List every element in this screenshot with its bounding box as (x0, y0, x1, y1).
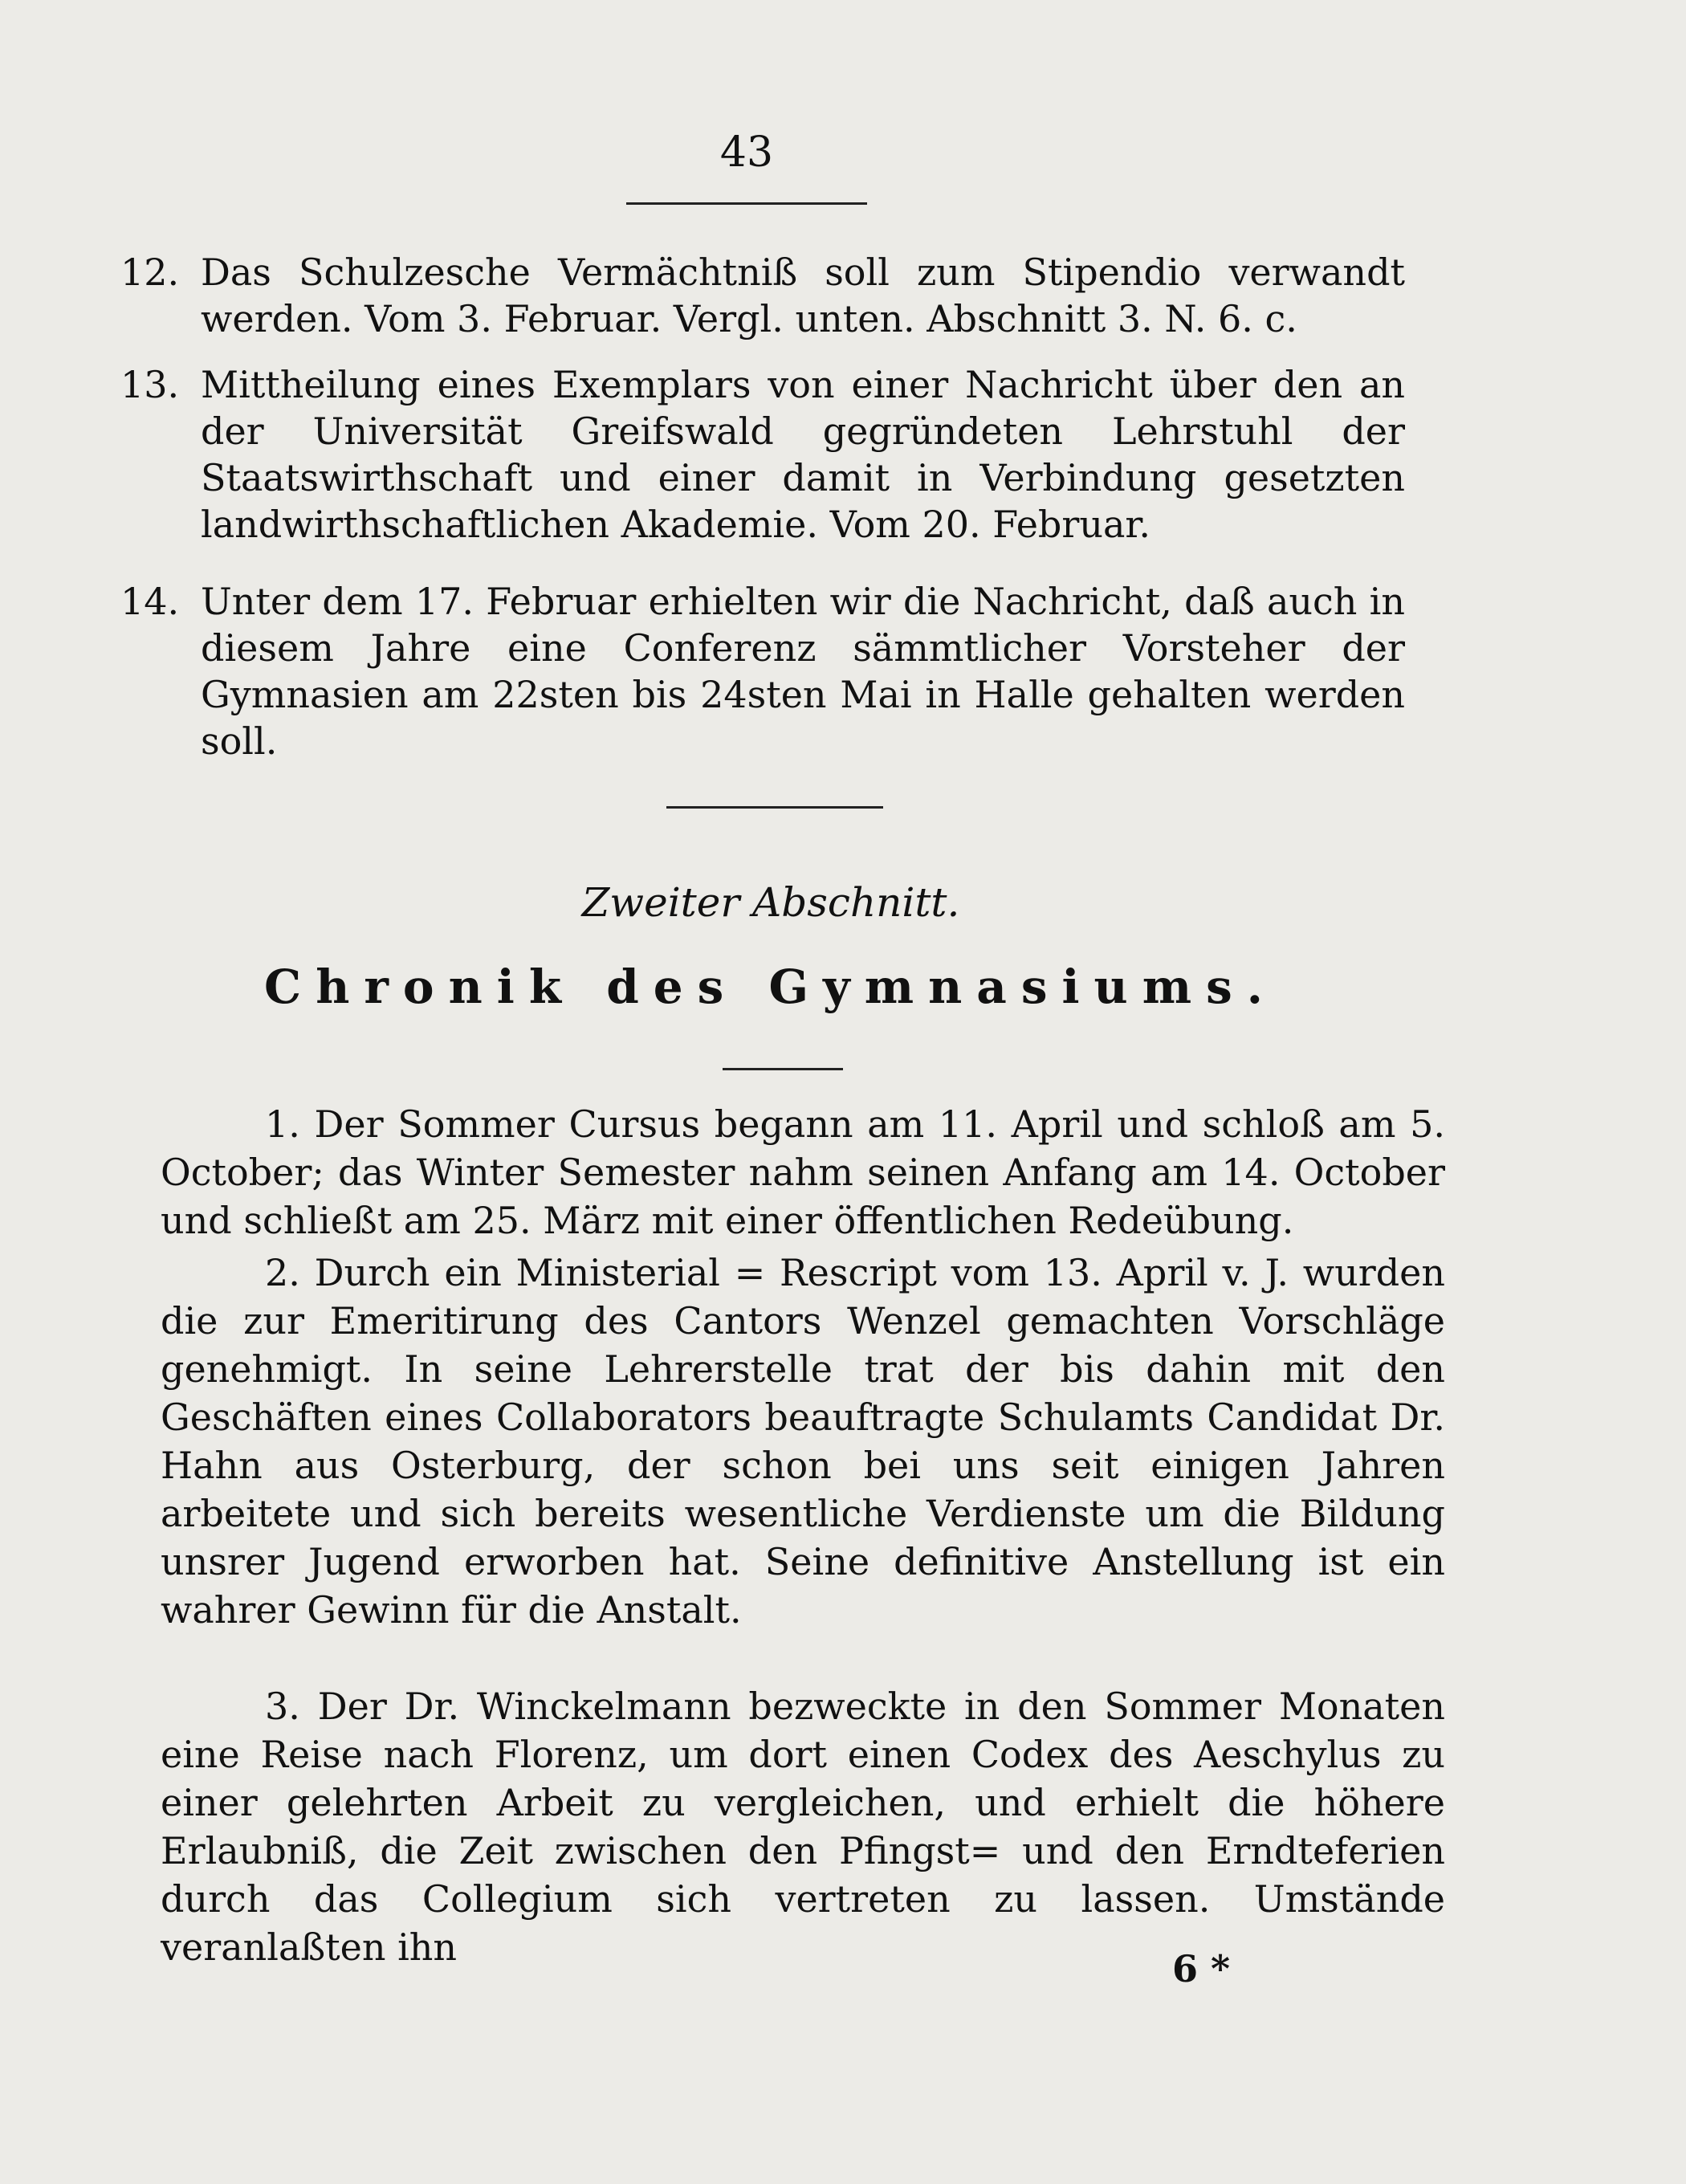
signature-mark: 6 * (1172, 1947, 1231, 1990)
title-divider (723, 1068, 843, 1070)
item-text: Mittheilung eines Exemplars von einer Nachricht über den an der Universität Greifswald gegründeten Lehrstuhl der Staatswirthschaft und einer damit in Verbindung gesetzten landwirthschaftlichen Akademie. Vom 20. Februar. (201, 363, 1405, 546)
item-number: 14. (120, 580, 180, 623)
section-divider (666, 806, 883, 809)
item-number: 12. (120, 251, 180, 294)
list-item (120, 578, 1405, 764)
item-number: 13. (120, 363, 180, 406)
section-heading: Zweiter Abschnitt. (581, 879, 960, 926)
page-number-rule (626, 202, 867, 205)
list-item (120, 361, 1405, 548)
item-text: Unter dem 17. Februar erhielten wir die Nachricht, daß auch in diesem Jahre eine Conferenz sämmtlicher Vorsteher der Gymnasien am 22sten bis 24sten Mai in Halle gehalten werden soll. (201, 580, 1405, 763)
section-title: Chronik des Gymnasiums. (264, 960, 1277, 1014)
item-text: Das Schulzesche Vermächtniß soll zum Stipendio verwandt werden. Vom 3. Februar. Vergl. unten. Abschnitt 3. N. 6. c. (201, 251, 1405, 340)
list-item (120, 249, 1405, 342)
page-number: 43 (719, 128, 774, 177)
paragraph: 2. Durch ein Ministerial = Rescript vom 13. April v. J. wurden die zur Emeritirung des Cantors Wenzel gemachten Vorschläge genehmigt. In seine Lehrerstelle trat der bis dahin mit den Geschäften eines Collaborators beauftragte Schulamts Candidat Dr. Hahn aus Osterburg, der schon bei uns seit einigen Jahren arbeitete und sich bereits wesentliche Verdienste um die Bildung unsrer Jugend erworben hat. Seine definitive Anstellung ist ein wahrer Gewinn für die Anstalt. (161, 1251, 1445, 1632)
paragraph: 1. Der Sommer Cursus begann am 11. April und schloß am 5. October; das Winter Semester nahm seinen Anfang am 14. October und schließt am 25. März mit einer öffentlichen Redeübung. (161, 1102, 1445, 1242)
paragraph: 3. Der Dr. Winckelmann bezweckte in den Sommer Monaten eine Reise nach Florenz, um dort einen Codex des Aeschylus zu einer gelehrten Arbeit zu vergleichen, und erhielt die höhere Erlaubniß, die Zeit zwischen den Pfingst= und den Erndteferien durch das Collegium sich vertreten zu lassen. Umstände veranlaßten ihn (161, 1685, 1445, 1969)
